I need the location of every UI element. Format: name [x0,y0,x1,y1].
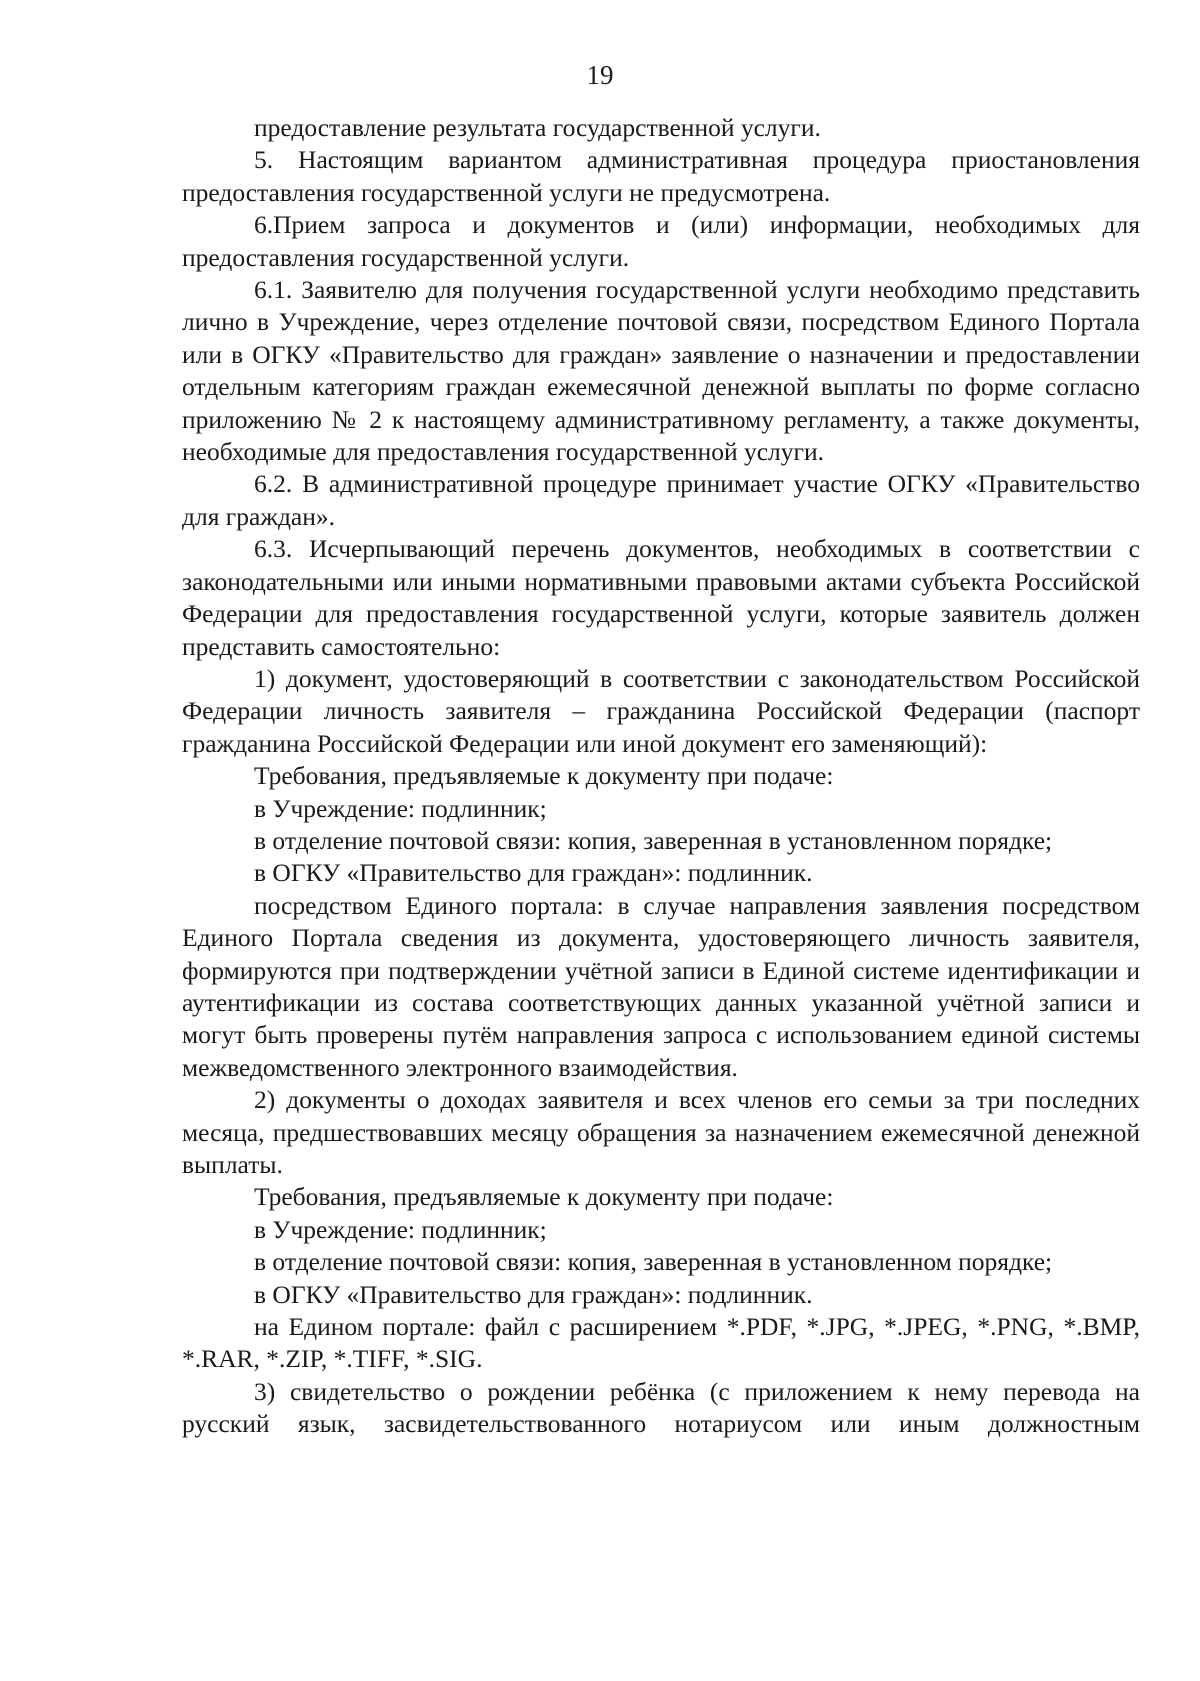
requirement-institution-1: в Учреждение: подлинник; [254,793,547,823]
list-item-2-income-documents: 2) документы о доходах заявителя и всех членов его семьи за три последних месяца, предшествовавших месяцу обращения за назначением ежемесячной денежной выплаты. [182,1085,1140,1179]
requirement-post-office-1: в отделение почтовой связи: копия, заверенная в установленном порядке; [254,825,1053,855]
requirements-heading-1: Требования, предъявляемые к документу при подаче: [254,761,834,791]
paragraph-6-1-applicant-submission: 6.1. Заявителю для получения государственной услуги необходимо представить лично в Учреждение, через отделение почтовой связи, посредством Единого Портала или в ОГКУ «Правительство для граждан» заявление о назначении и предоставлении отдельным категориям граждан ежемесячной денежной выплаты по форме согласно приложению № 2 к настоящему административному регламенту, а также документы, необходимые для предоставления государственной услуги. [182,275,1140,467]
requirement-portal-1: посредством Единого портала: в случае направления заявления посредством Единого Портала сведения из документа, удостоверяющего личность заявителя, формируются при подтверждении учётной записи в Единой системе идентификации и аутентификации из состава соответствующих данных указанной учётной записи и могут быть проверены путём направления запроса с использованием единой системы межведомственного электронного взаимодействия. [182,890,1140,1082]
list-item-1-identity-document: 1) документ, удостоверяющий в соответствии с законодательством Российской Федерации личность заявителя – гражданина Российской Федерации (паспорт гражданина Российской Федерации или иной документ его заменяющий): [182,663,1140,758]
paragraph-6-3-document-list: 6.3. Исчерпывающий перечень документов, необходимых в соответствии с законодательными или иными нормативными правовыми актами субъекта Российской Федерации для предоставления государственной услуги, которые заявитель должен представить самостоятельно: [182,534,1140,661]
requirement-post-office-2: в отделение почтовой связи: копия, заверенная в установленном порядке; [254,1247,1053,1277]
document-body [182,112,1140,1441]
requirements-heading-2: Требования, предъявляемые к документу при подаче: [254,1182,834,1212]
paragraph-6-request-intake: 6.Прием запроса и документов и (или) информации, необходимых для предоставления государственной услуги. [182,210,1140,272]
requirement-ogku-2: в ОГКУ «Правительство для граждан»: подлинник. [254,1279,813,1309]
page-number: 19 [586,60,614,90]
requirement-ogku-1: в ОГКУ «Правительство для граждан»: подлинник. [254,858,813,888]
paragraph-6-2-participant: 6.2. В административной процедуре принимает участие ОГКУ «Правительство для граждан». [182,469,1140,531]
requirement-institution-2: в Учреждение: подлинник; [254,1214,547,1244]
paragraph-result-provision: предоставление результата государственной услуги. [254,113,821,142]
list-item-3-birth-certificate: 3) свидетельство о рождении ребёнка (с приложением к нему перевода на русский язык, засвидетельствованного нотариусом или иным должностным [182,1376,1140,1439]
requirement-portal-file-formats: на Едином портале: файл с расширением *.PDF, *.JPG, *.JPEG, *.PNG, *.BMP, *.RAR, *.ZIP, *.TIFF, *.SIG. [182,1312,1140,1374]
paragraph-5-suspension: 5. Настоящим вариантом административная процедура приостановления предоставления государственной услуги не предусмотрена. [182,145,1140,207]
